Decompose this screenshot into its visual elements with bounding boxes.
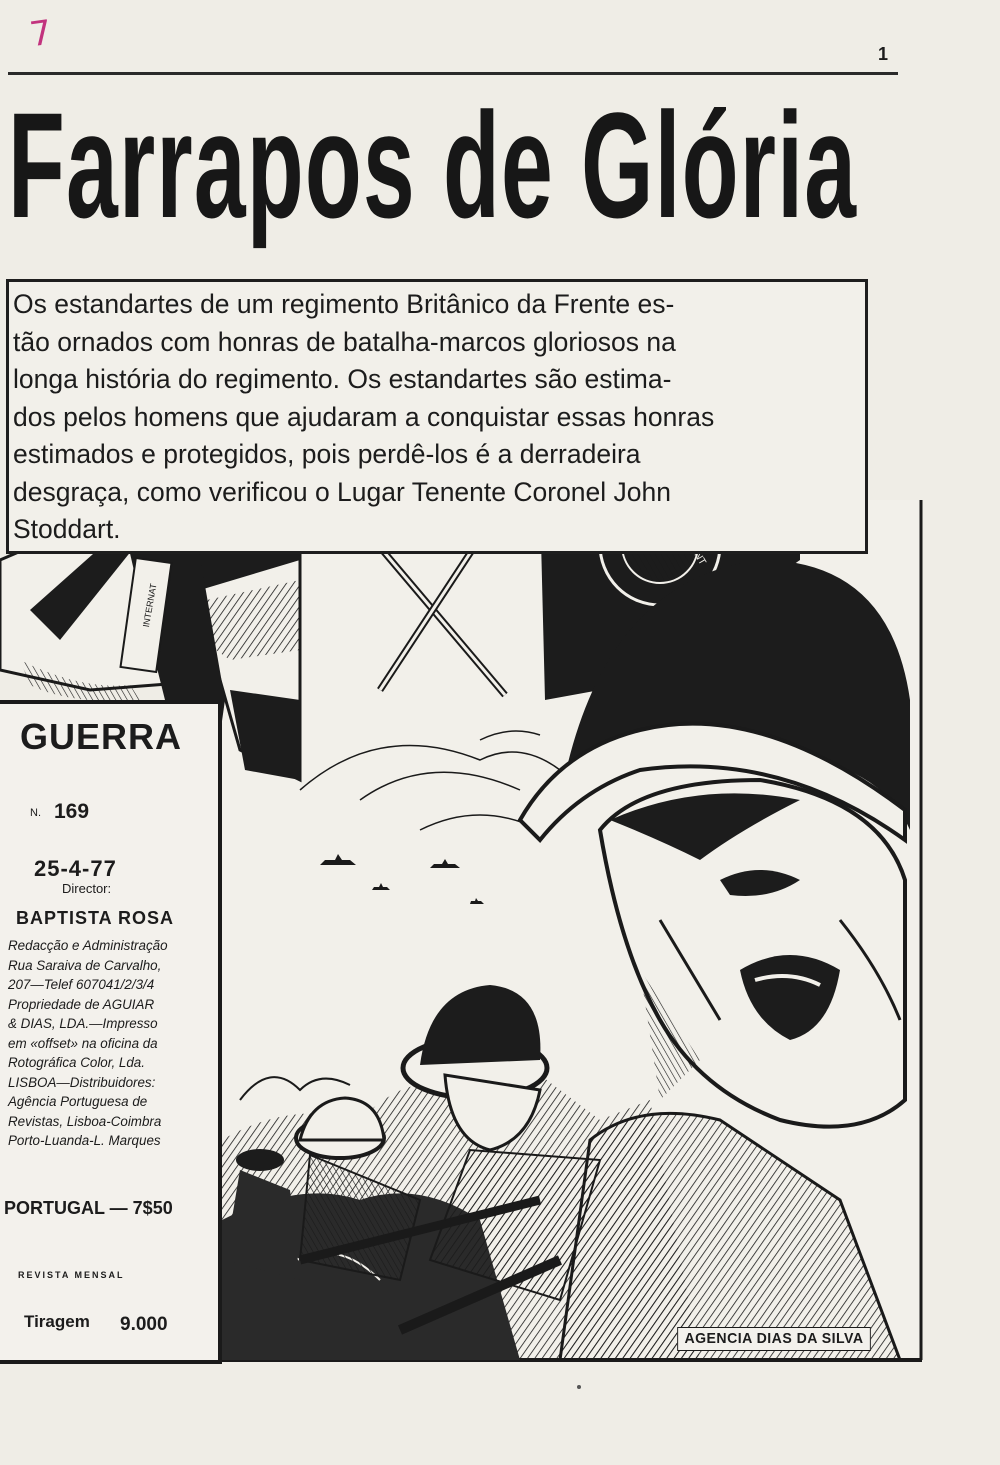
publisher-details: Redacção e Administração Rua Saraiva de Carvalho, 207—Telef 607041/2/3/4 Propriedade de AGUIAR & DIAS, LDA.—Impresso em «offset» na oficina da Rotográfica Color, Lda. LISBOA—Distribuidores: Agência Portuguesa de Revistas, Lisboa-Coimbra Porto-Luanda-L. Marques xyxy=(8,938,168,1148)
issue-number-label: N. xyxy=(30,807,41,819)
issue-date: 25-4-77 xyxy=(34,856,117,881)
monthly-label: REVISTA MENSAL xyxy=(18,1270,125,1280)
intro-line: tão ornados com honras de batalha-marcos gloriosos na xyxy=(13,326,676,357)
publication-info-box xyxy=(0,700,222,1364)
intro-line: estimados e protegidos, pois perdê-los é a derradeira xyxy=(13,439,641,469)
paper-speck xyxy=(577,1385,581,1389)
intro-line: Stoddart. xyxy=(13,514,121,544)
intro-line: dos pelos homens que ajudaram a conquistar essas honras xyxy=(13,401,715,432)
director-label: Director: xyxy=(62,881,112,896)
page-number: 1 xyxy=(878,44,889,64)
title-rule xyxy=(8,72,898,75)
story-title: Farrapos de Glória xyxy=(8,81,858,249)
intro-line: Os estandartes de um regimento Britânico da Frente es- xyxy=(13,289,675,319)
print-run-value: 9.000 xyxy=(120,1314,168,1335)
pen-mark: 7 xyxy=(27,12,55,56)
flag-left-text: INTERNAT xyxy=(140,582,159,629)
magazine-name: GUERRA xyxy=(20,716,183,757)
intro-caption xyxy=(6,279,868,554)
issue-number: 169 xyxy=(54,800,90,823)
director-name: BAPTISTA ROSA xyxy=(16,908,175,928)
intro-line: longa história do regimento. Os estandartes são estima- xyxy=(13,364,672,394)
intro-line: desgraça, como verificou o Lugar Tenente Coronel John xyxy=(13,476,671,507)
print-run-label: Tiragem xyxy=(24,1312,90,1331)
cover-price: PORTUGAL — 7$50 xyxy=(4,1198,173,1218)
agency-credit: AGENCIA DIAS DA SILVA xyxy=(677,1327,871,1351)
